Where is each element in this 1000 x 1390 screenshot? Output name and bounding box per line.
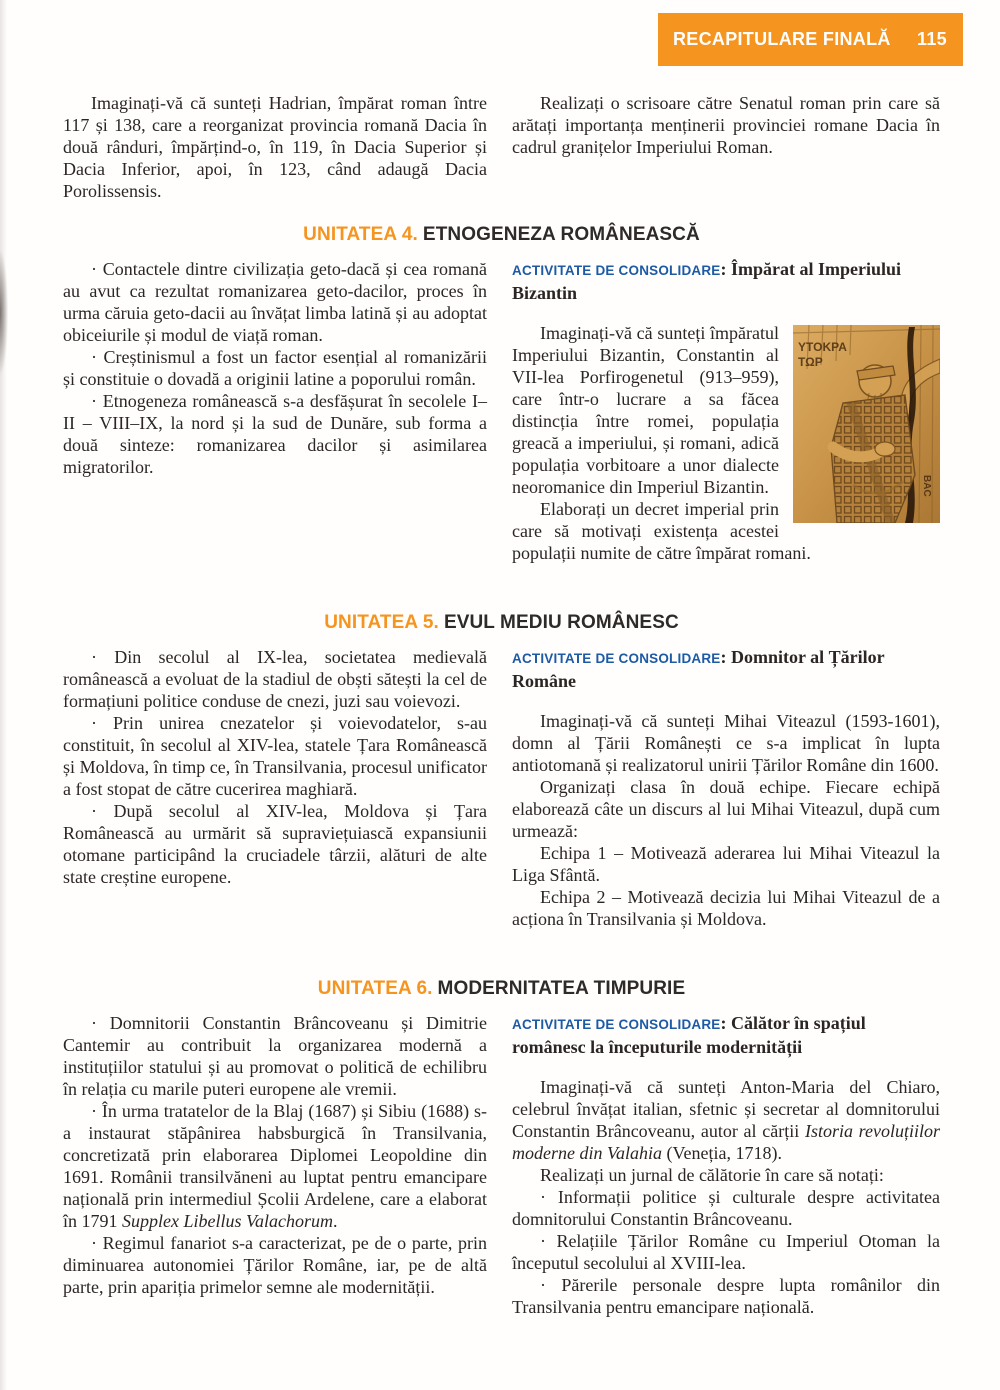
greek-text-line1: ΥΤΟΚΡΑ [798, 340, 847, 354]
summary-bullet [63, 1100, 487, 1232]
activity-paragraph: Organizați clasa în două echipe. Fiecare echipă elaborează câte un discurs al lui Mihai Viteazul, după cum urmează: [512, 777, 940, 841]
activity-label: ACTIVITATE DE CONSOLIDARE [512, 651, 721, 666]
carving-hand [875, 442, 895, 456]
summary-bullet: · Prin unirea cnezatelor și voievodatelor, s-au constituit, în secolul al XIV-lea, statele Țara Românească și Moldova, în timp ce, în Transilvania, procesul unificator a fost stopat de către cucerirea maghiară. [63, 713, 487, 799]
greek-text-side: ΒΑϹ [921, 475, 932, 497]
activity-title: Împărat al Imperiului Bizantin [512, 259, 902, 303]
unit-6-summary-column [63, 1012, 487, 1318]
page-edge-shading [0, 0, 7, 1390]
activity-body [512, 322, 940, 564]
summary-bullet: · După secolul al XIV-lea, Moldova și Țara Românească au urmărit să supraviețuiască expansiunii otomane participând la cruciadele târzii, alături de alte state creștine europene. [63, 801, 487, 887]
activity-paragraph: · Părerile personale despre lupta românilor din Transilvania pentru emancipare națională. [512, 1275, 940, 1317]
activity-paragraph: · Informații politice și culturale despre activitatea domnitorului Constantin Brâncoveanu. [512, 1187, 940, 1229]
unit-6-activity-column [512, 1012, 940, 1318]
bullet-italic-title: Supplex Libellus Valachorum [122, 1211, 333, 1231]
bullet-text: . [333, 1211, 338, 1231]
activity-heading [512, 258, 940, 305]
activity-colon: : [720, 647, 727, 667]
activity-paragraph: Elaborați un decret imperial prin care să motivați existența acestei populații numite de către împărat romani. [512, 499, 811, 563]
activity-paragraph: Imaginați-vă că sunteți Mihai Viteazul (1593-1601), domn al Țării Românești ce s-a implicat în lupta antiotomană și realizatorul unirii Țărilor Române din 1600. [512, 711, 940, 775]
activity-paragraph [512, 1076, 940, 1164]
paragraph-text: (Veneția, 1718). [662, 1143, 782, 1163]
summary-bullet: · Etnogeneza românească s-a desfășurat în secolele I–II – VIII–IX, la nord și la sud de Dunăre, sub forma a două sinteze: romanizarea dacilor și asimilarea migratorilor. [63, 391, 487, 477]
activity-body [512, 1076, 940, 1318]
activity-paragraph: Echipa 2 – Motivează decizia lui Mihai Viteazul de a acționa în Transilvania și Moldova. [512, 887, 940, 929]
activity-paragraph: Realizați un jurnal de călătorie în care să notați: [540, 1165, 884, 1185]
chapter-header-bar [658, 13, 963, 66]
activity-label: ACTIVITATE DE CONSOLIDARE [512, 1017, 721, 1032]
unit-4-activity-column [512, 258, 940, 564]
paragraph-text: Imaginați-vă că sunteți Anton-Maria del Chiaro, celebrul învățat italian, sfetnic și secretar al domnitorului Constantin Brâncoveanu, autor al cărții [512, 1077, 940, 1141]
paragraph-italic-title: Istoria revoluțiilor moderne din Valahia [512, 1121, 940, 1163]
chapter-header-title: RECAPITULARE FINALĂ [673, 29, 891, 49]
spine-shadow [0, 225, 16, 400]
unit-4-number: UNITATEA 4. [303, 224, 418, 245]
unit-4-title: ETNOGENEZA ROMÂNEASCĂ [422, 224, 700, 245]
unit-5-activity-column [512, 646, 940, 930]
page-number: 115 [917, 29, 947, 49]
unit-6-number: UNITATEA 6. [317, 978, 433, 999]
unit-5-title: EVUL MEDIU ROMÂNESC [443, 612, 679, 633]
unit-4-summary-column [63, 258, 487, 564]
activity-heading [512, 646, 940, 693]
activity-paragraph: Echipa 1 – Motivează aderarea lui Mihai Viteazul la Liga Sfântă. [512, 843, 940, 885]
unit-5-heading [63, 612, 940, 634]
activity-paragraph: Imaginați-vă că sunteți împăratul Imperiului Bizantin, Constantin al VII-lea Porfirogenetul (913–959), care într-o lucrare a sa făcea distincția între romei, populația greacă a imperiului, și romani, adică populația vorbitoare a unor dialecte neoromanice din Imperiul Bizantin. [512, 323, 779, 497]
unit-4-section [63, 258, 940, 564]
intro-left-paragraph: Imaginați-vă că sunteți Hadrian, împărat roman între 117 și 138, care a reorganizat provincia romană Dacia în două rânduri, împărțind-o, în 119, în Dacia Superior și Dacia Inferior, apoi, în 123, când adaugă Dacia Porolissensis. [63, 93, 487, 201]
unit-6-title: MODERNITATEA TIMPURIE [437, 978, 686, 999]
unit-5-section [63, 646, 940, 930]
ivory-carving-illustration [793, 325, 940, 523]
activity-colon: : [720, 259, 727, 279]
unit-6-heading [63, 978, 940, 1000]
unit-5-number: UNITATEA 5. [324, 612, 439, 633]
summary-bullet: · Regimul fanariot s-a caracterizat, pe de o parte, prin diminuarea autonomiei Țărilor Române, iar, pe de altă parte, prin apariția primelor semne ale modernității. [63, 1233, 487, 1297]
summary-bullet: · Contactele dintre civilizația geto-dacă și cea romană au avut ca rezultat romanizarea geto-dacilor, proces în urma căruia geto-dacii au învățat limba latină și au adoptat obiceiurile și modul de viață roman. [63, 259, 487, 345]
unit-6-section [63, 1012, 940, 1318]
page-content [63, 92, 940, 1318]
unit-4-heading [63, 224, 940, 246]
activity-paragraph: · Relațiile Țărilor Române cu Imperiul Otoman la începutul secolului al XVIII-lea. [512, 1231, 940, 1273]
activity-label: ACTIVITATE DE CONSOLIDARE [512, 263, 721, 278]
activity-heading [512, 1012, 940, 1059]
summary-bullet: · Domnitorii Constantin Brâncoveanu și Dimitrie Cantemir au contribuit la organizarea modernă a instituțiilor statului și au promovat o politică de echilibru în relația cu marile puteri europene ale vremii. [63, 1013, 487, 1099]
bullet-text: · În urma tratatelor de la Blaj (1687) și Sibiu (1688) s-a instaurat stăpânirea habsburgică în Transilvania, concretizată prin elaborarea Diplomei Leopoldine din 1691. Românii transilvăneni au luptat pentru emancipare națională prin intermediul Școlii Ardelene, care a elaborat în 1791 [63, 1101, 487, 1231]
intro-section [63, 92, 940, 202]
activity-body [512, 710, 940, 930]
summary-bullet: · Creștinismul a fost un factor esențial al romanizării și constituie o dovadă a originii latine a poporului român. [63, 347, 487, 389]
activity-title: Călător în spațiul românesc la începuturile modernității [512, 1013, 866, 1057]
greek-text-line2: ΤΩΡ [798, 355, 823, 369]
activity-colon: : [720, 1013, 727, 1033]
summary-bullet: · Din secolul al IX-lea, societatea medievală românească a evoluat de la stadiul de obști sătești la cel de formațiuni politice conduse de cnezi, juzi sau voievozi. [63, 647, 487, 711]
constantine-ivory-image [793, 325, 940, 523]
unit-5-summary-column [63, 646, 487, 930]
activity-title: Domnitor al Țărilor Române [512, 647, 885, 691]
intro-right-paragraph: Realizați o scrisoare către Senatul roman prin care să arătați importanța menținerii provinciei romane Dacia în cadrul granițelor Imperiului Roman. [512, 93, 940, 157]
